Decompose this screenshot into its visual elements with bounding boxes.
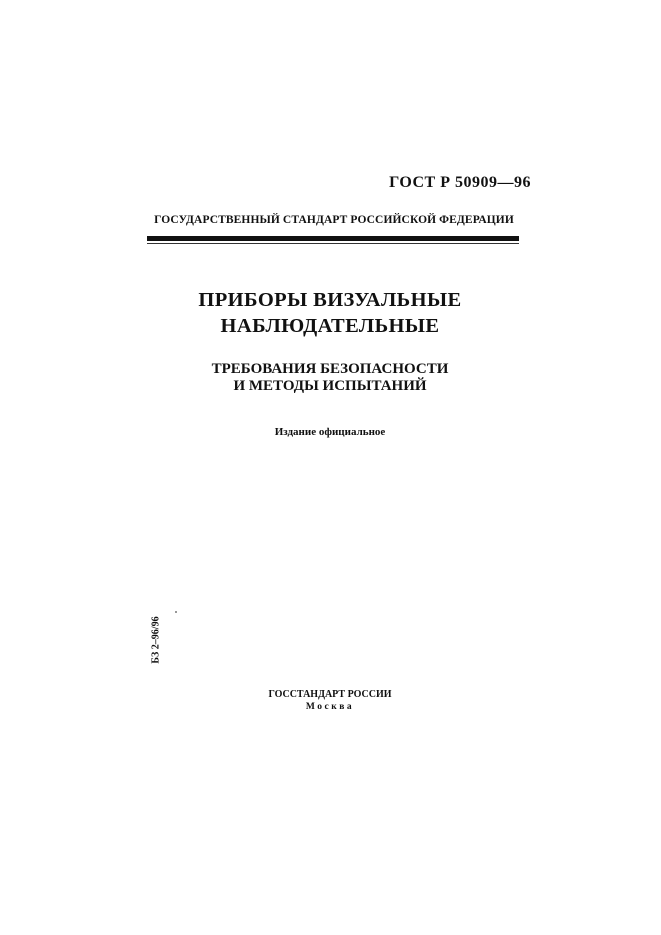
side-catalog-code: БЗ 2–96/96 bbox=[150, 616, 162, 664]
subtitle-line-2: И МЕТОДЫ ИСПЫТАНИЙ bbox=[233, 378, 427, 394]
publisher: ГОССТАНДАРТ РОССИИ bbox=[268, 689, 392, 700]
margin-tick-mark bbox=[175, 611, 177, 613]
subtitle bbox=[130, 361, 530, 395]
publication-city: Москва bbox=[305, 702, 355, 712]
standard-heading: ГОСУДАРСТВЕННЫЙ СТАНДАРТ РОССИЙСКОЙ ФЕДЕРАЦИИ bbox=[154, 214, 514, 226]
main-title-line-2: НАБЛЮДАТЕЛЬНЫЕ bbox=[220, 315, 440, 337]
gost-number: ГОСТ Р 50909—96 bbox=[389, 174, 531, 191]
edition-label: Издание официальное bbox=[274, 426, 386, 438]
heading-rule-thin bbox=[147, 243, 519, 244]
main-title bbox=[130, 287, 530, 339]
heading-rule-thick bbox=[147, 236, 519, 241]
subtitle-line-1: ТРЕБОВАНИЯ БЕЗОПАСНОСТИ bbox=[211, 361, 449, 377]
main-title-line-1: ПРИБОРЫ ВИЗУАЛЬНЫЕ bbox=[198, 289, 462, 311]
